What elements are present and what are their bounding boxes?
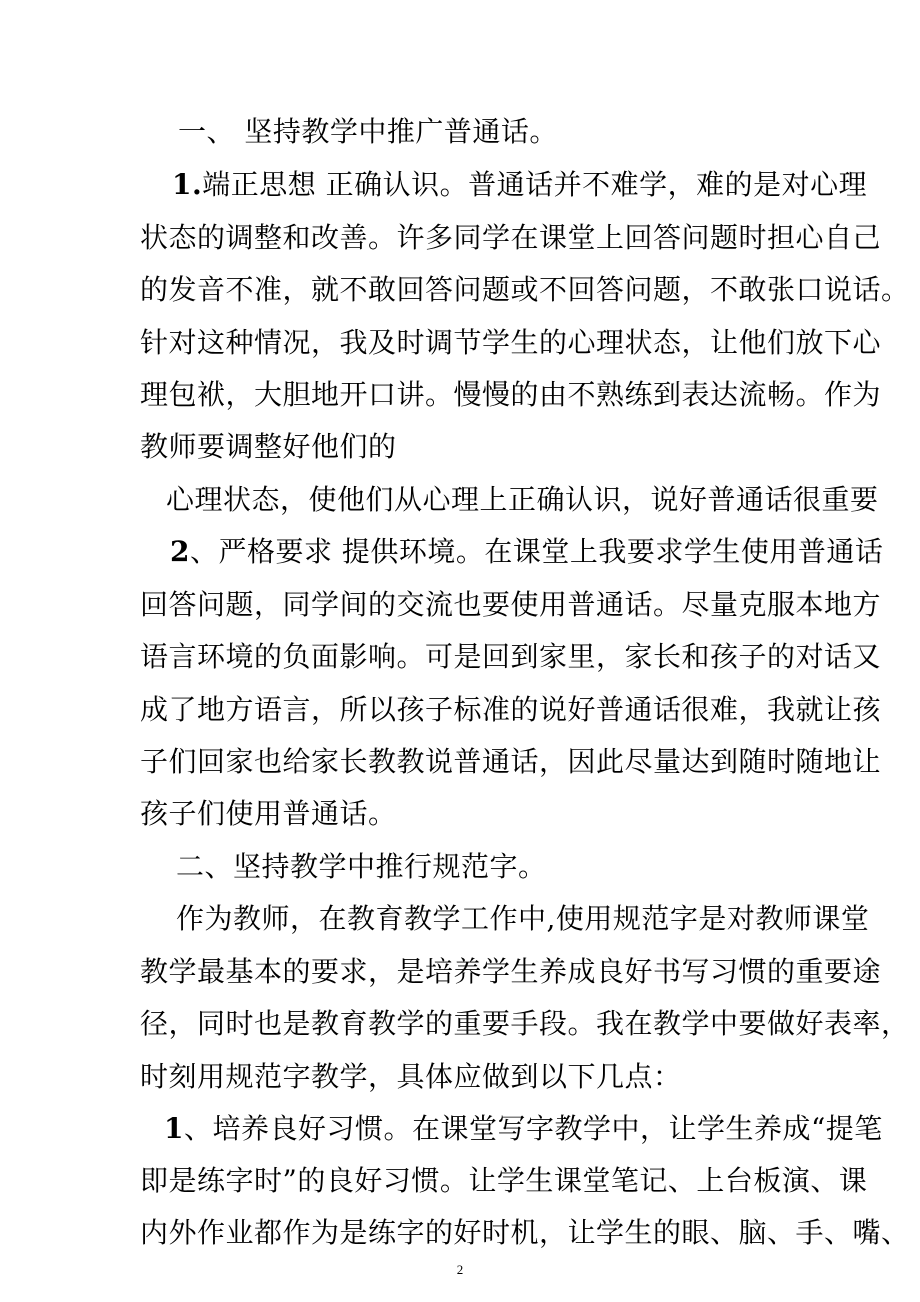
line-text: 内外作业都作为是练字的好时机，让学生的眼、脑、手、嘴、 <box>140 1216 910 1249</box>
line-text: 成了地方语言，所以孩子标准的说好普通话很难，我就让孩 <box>140 693 882 726</box>
page-number: 2 <box>456 1262 464 1277</box>
line-text: 子们回家也给家长教教说普通话，因此尽量达到随时随地让 <box>140 745 882 778</box>
paragraph-line-21 <box>140 1161 867 1201</box>
paragraph-line-6 <box>140 375 881 415</box>
line-text: 孩子们使用普通话。 <box>140 797 397 830</box>
paragraph-line-4 <box>140 270 910 310</box>
paragraph-line-10 <box>140 585 881 625</box>
paragraph-line-9 <box>170 532 883 572</box>
line-text: 教师要调整好他们的 <box>140 430 397 463</box>
paragraph-line-3 <box>140 218 881 258</box>
line-text: 语言环境的负面影响。可是回到家里，家长和孩子的对话又 <box>140 640 882 673</box>
paragraph-line-8 <box>166 480 879 520</box>
line-text: 、培养良好习惯。在课堂写字教学中，让学生养成“提笔 <box>183 1112 883 1145</box>
line-text: 回答问题，同学间的交流也要使用普通话。尽量克服本地方 <box>140 588 882 621</box>
line-text: 二、坚持教学中推行规范字。 <box>176 850 547 883</box>
paragraph-line-20 <box>164 1109 883 1149</box>
line-text: 径，同时也是教育教学的重要手段。我在教学中要做好表率， <box>140 1007 910 1040</box>
paragraph-line-12 <box>140 690 881 730</box>
paragraph-line-16 <box>176 899 869 939</box>
list-number: 1. <box>172 168 203 201</box>
line-text: 即是练字时”的良好习惯。让学生课堂笔记、上台板演、课 <box>140 1164 868 1197</box>
paragraph-line-5 <box>140 323 881 363</box>
line-text: 端正思想 正确认识。普通话并不难学，难的是对心理 <box>202 168 868 201</box>
line-text: 教学最基本的要求，是培养学生养成良好书写习惯的重要途 <box>140 955 882 988</box>
paragraph-line-13 <box>140 742 881 782</box>
line-text: 一、 坚持教学中推广普通话。 <box>178 115 558 148</box>
line-text: 时刻用规范字教学，具体应做到以下几点： <box>140 1060 682 1093</box>
paragraph-line-18 <box>140 1004 910 1044</box>
line-text: 心理状态，使他们从心理上正确认识，说好普通话很重要 <box>166 483 879 516</box>
paragraph-line-11 <box>140 637 881 677</box>
line-text: 理包袱，大胆地开口讲。慢慢的由不熟练到表达流畅。作为 <box>140 378 882 411</box>
line-text: 状态的调整和改善。许多同学在课堂上回答问题时担心自己 <box>140 221 882 254</box>
paragraph-line-19 <box>140 1057 682 1097</box>
list-number: 1 <box>164 1112 184 1145</box>
paragraph-line-2 <box>172 165 867 205</box>
paragraph-line-7 <box>140 427 397 467</box>
heading-line-1 <box>178 112 558 152</box>
heading-line-15 <box>176 847 547 887</box>
paragraph-line-17 <box>140 952 881 992</box>
paragraph-line-22 <box>140 1213 910 1253</box>
list-number: 2 <box>170 535 190 568</box>
line-text: 、严格要求 提供环境。在课堂上我要求学生使用普通话 <box>189 535 884 568</box>
paragraph-line-14 <box>140 794 397 834</box>
line-text: 针对这种情况，我及时调节学生的心理状态，让他们放下心 <box>140 326 882 359</box>
line-text: 的发音不准，就不敢回答问题或不回答问题，不敢张口说话。 <box>140 273 910 306</box>
line-text: 作为教师，在教育教学工作中,使用规范字是对教师课堂 <box>176 902 870 935</box>
